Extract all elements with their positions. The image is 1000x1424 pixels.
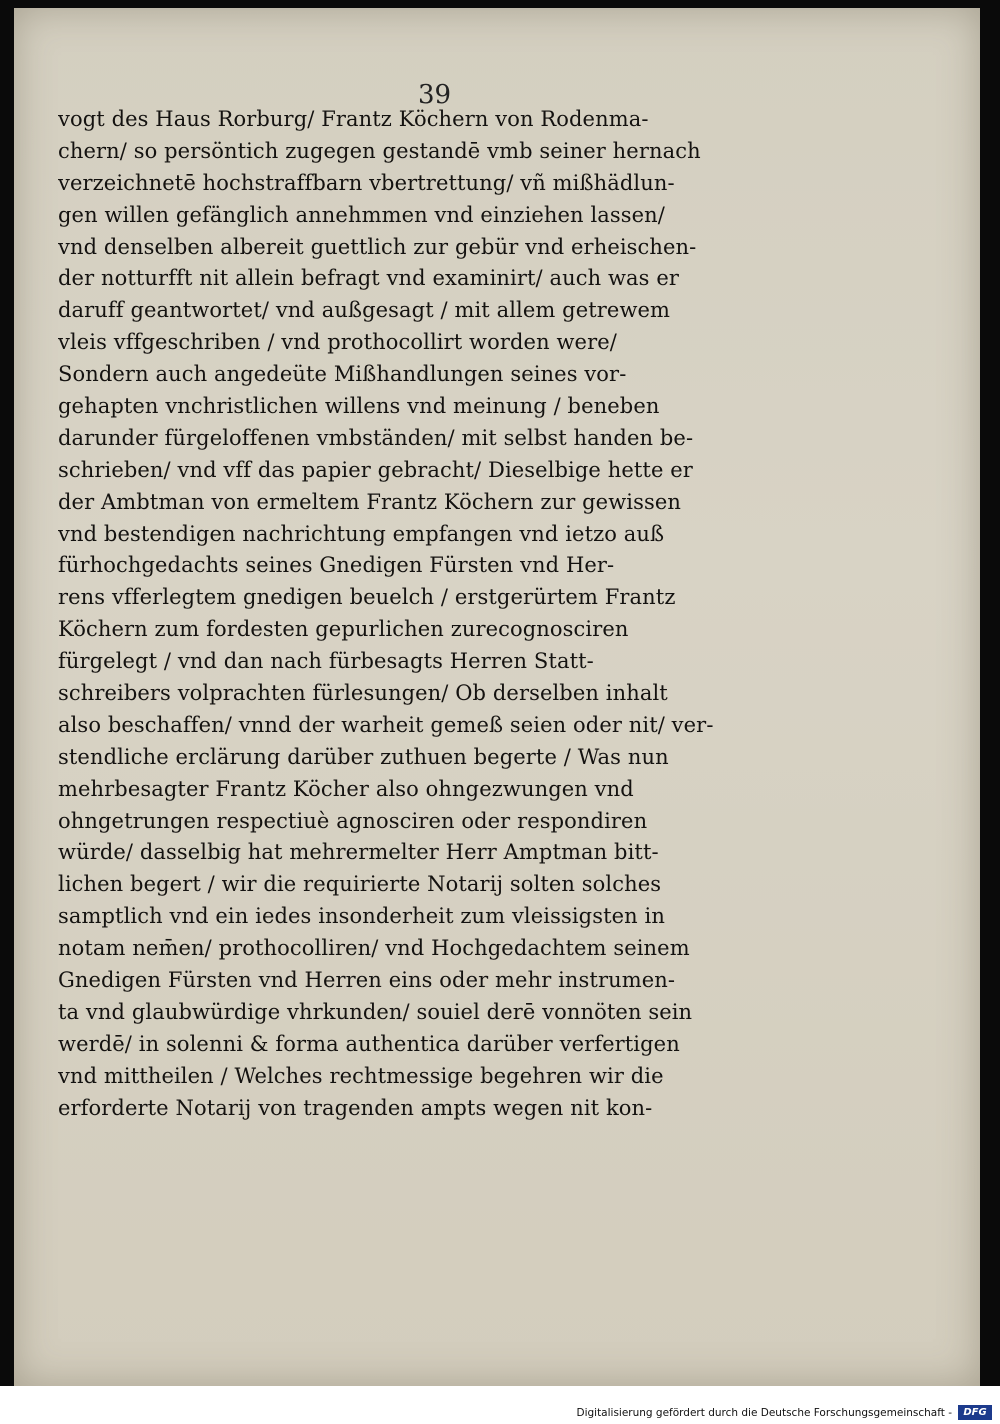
text-line: verzeichnetē hochstraffbarn vbertrettung/ vñ mißhädlun- (58, 170, 675, 195)
text-line: lichen begert / wir die requirierte Notarij solten solches (58, 872, 662, 897)
text-line: vleis vffgeschriben / vnd prothocollirt worden were/ (58, 330, 617, 355)
text-line: erforderte Notarij von tragenden ampts wegen nit kon- (58, 1095, 653, 1120)
text-line: stendliche erclärung darüber zuthuen begerte / Was nun (58, 744, 669, 769)
text-line: daruff geantwortet/ vnd außgesagt / mit allem getrewem (58, 298, 671, 323)
text-line: chern/ so persöntich zugegen gestandē vmb seiner hernach (58, 138, 701, 163)
text-line: vnd denselben albereit guettlich zur gebür vnd erheischen- (58, 234, 697, 259)
text-line: der notturfft nit allein befragt vnd examinirt/ auch was er (58, 266, 679, 291)
text-line: notam nem̄en/ prothocolliren/ vnd Hochgedachtem seinem (58, 936, 690, 961)
text-line: würde/ dasselbig hat mehrermelter Herr Amptman bitt- (58, 840, 659, 865)
text-line: schrieben/ vnd vff das papier gebracht/ Dieselbige hette er (58, 457, 693, 482)
page-number: 39 (418, 80, 452, 110)
footer-bar (0, 1386, 1000, 1424)
text-line: gen willen gefänglich annehmmen vnd einziehen lassen/ (58, 202, 665, 227)
scanned-page (14, 8, 980, 1386)
text-line: ohngetrungen respectiuè agnosciren oder respondiren (58, 808, 648, 833)
text-line: schreibers volprachten fürlesungen/ Ob derselben inhalt (58, 681, 668, 706)
text-line: samptlich vnd ein iedes insonderheit zum vleissigsten in (58, 904, 665, 929)
text-line: Köchern zum fordesten gepurlichen zurecognosciren (58, 617, 629, 642)
text-line: vnd mittheilen / Welches rechtmessige begehren wir die (58, 1063, 664, 1088)
text-line: werdē/ in solenni & forma authentica darüber verfertigen (58, 1031, 680, 1056)
text-line: vogt des Haus Rorburg/ Frantz Köchern von Rodenma- (58, 107, 649, 131)
text-line: rens vfferlegtem gnedigen beuelch / erstgerürtem Frantz (58, 585, 676, 610)
text-line: Sondern auch angedeüte Mißhandlungen seines vor- (58, 362, 627, 387)
text-line: Gnedigen Fürsten vnd Herren eins oder mehr instrumen- (58, 968, 676, 993)
text-line: fürgelegt / vnd dan nach fürbesagts Herren Statt- (58, 649, 594, 674)
text-line: gehapten vnchristlichen willens vnd meinung / beneben (58, 394, 660, 419)
text-line: mehrbesagter Frantz Köcher also ohngezwungen vnd (58, 776, 634, 801)
body-text (58, 104, 758, 1125)
text-line: darunder fürgeloffenen vmbständen/ mit selbst handen be- (58, 425, 694, 450)
text-line: der Ambtman von ermeltem Frantz Köchern zur gewissen (58, 489, 681, 514)
text-line: fürhochgedachts seines Gnedigen Fürsten vnd Her- (58, 553, 615, 578)
funding-notice: Digitalisierung gefördert durch die Deutsche Forschungsgemeinschaft - (576, 1407, 952, 1419)
text-line: vnd bestendigen nachrichtung empfangen vnd ietzo auß (58, 521, 665, 546)
text-line: ta vnd glaubwürdige vhrkunden/ souiel derē vonnöten sein (58, 999, 693, 1024)
dfg-logo: DFG (958, 1405, 992, 1420)
text-line: also beschaffen/ vnnd der warheit gemeß seien oder nit/ ver- (58, 712, 714, 737)
